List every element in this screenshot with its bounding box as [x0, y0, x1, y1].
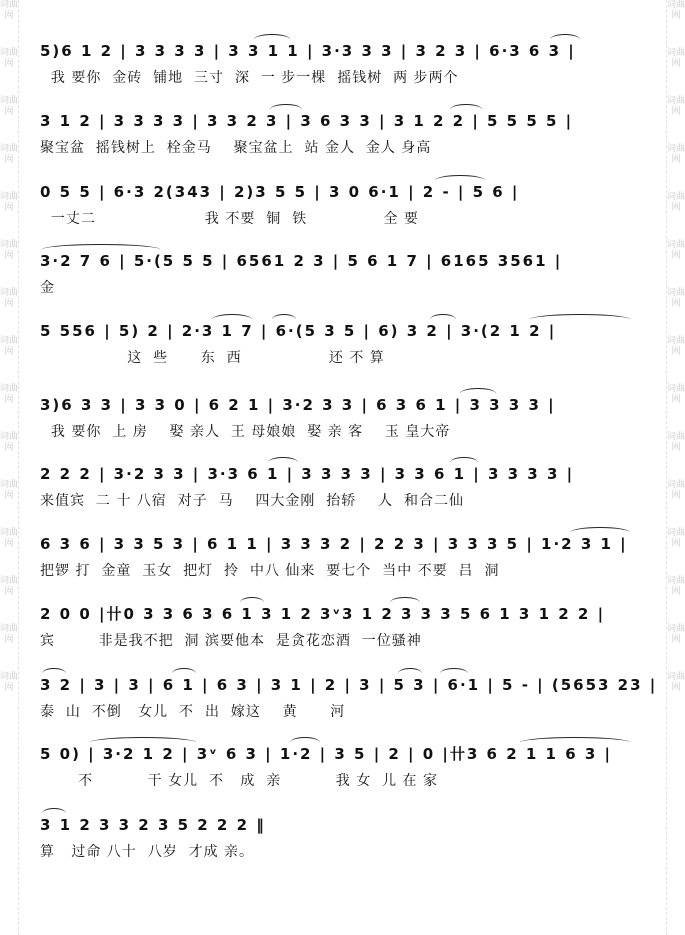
- lyric-line: 宾 非是我不把 洞 滨要他本 是贪花恋酒 一位骚神: [40, 633, 422, 649]
- slur-mark: [435, 175, 485, 186]
- lyric-line: 聚宝盆 摇钱树上 栓金马 聚宝盆上 站 金人 金人 身高: [40, 140, 432, 156]
- slur-mark: [390, 597, 420, 608]
- notation-line: [40, 814, 650, 836]
- slur-mark: [460, 388, 496, 399]
- score-line-2: [40, 110, 650, 158]
- final-barline: ‖: [256, 816, 266, 834]
- slur-mark: [172, 668, 196, 679]
- lyric-line: 不 干 女儿 不 成 亲 我 女 儿 在 家: [40, 773, 439, 789]
- slur-mark: [42, 244, 160, 255]
- watermark-text: 词曲网: [0, 384, 19, 405]
- notation-line: 0 5 5 | 6·3 2(343 | 2)3 5 5 | 3 0 6·1 | 2 - | 5 6 |: [40, 183, 520, 201]
- watermark-text: 词曲网: [667, 432, 685, 453]
- score-line-10: [40, 674, 658, 722]
- slur-mark: [268, 457, 298, 468]
- notation-line: 5)6 1 2 | 3 3 3 3 | 3 3 1 1 | 3·3 3 3 | 3 2 3 | 6·3 6 3 |: [40, 42, 576, 60]
- lyric-line: 泰 山 不倒 女儿 不 出 嫁这 黄 河: [40, 704, 346, 720]
- lyric-line: 一丈二 我 不要 铜 铁 全 要: [40, 211, 419, 227]
- lyric-line: 我 要你 上 房 娶 亲人 王 母娘娘 娶 亲 客 玉 皇大帝: [40, 424, 451, 440]
- watermark-text: 词曲网: [667, 624, 685, 645]
- watermark-text: 词曲网: [667, 576, 685, 597]
- slur-mark: [42, 808, 66, 819]
- slur-mark: [270, 104, 302, 115]
- right-watermark-column: [666, 0, 685, 935]
- notation-line: 6 3 6 | 3 3 5 3 | 6 1 1 | 3 3 3 2 | 2 2 3 | 3 3 3 5 | 1·2 3 1 |: [40, 535, 628, 553]
- lyric-line: 这 些 东 西 还 不 算: [40, 350, 385, 366]
- slur-mark: [254, 34, 290, 45]
- slur-mark: [240, 597, 264, 608]
- watermark-text: 词曲网: [667, 96, 685, 117]
- notation-text: 3 1 2 3 3 2 3 5 2 2 2: [40, 816, 250, 834]
- watermark-text: 词曲网: [0, 480, 19, 501]
- notation-line: 3 2 | 3 | 3 | 6 1 | 6 3 | 3 1 | 2 | 3 | 5 3 | 6·1 | 5 - | (5653 23 |: [40, 676, 658, 694]
- lyric-line: 把锣 打 金童 玉女 把灯 拎 中八 仙来 要七个 当中 不要 吕 洞: [40, 563, 500, 579]
- left-watermark-column: [0, 0, 19, 935]
- watermark-text: 词曲网: [0, 336, 19, 357]
- watermark-text: 词曲网: [0, 144, 19, 165]
- score-line-12: [40, 814, 650, 862]
- watermark-text: 词曲网: [0, 576, 19, 597]
- score-line-8: [40, 533, 650, 581]
- watermark-text: 词曲网: [667, 192, 685, 213]
- watermark-text: 词曲网: [667, 384, 685, 405]
- slur-mark: [450, 457, 478, 468]
- slur-mark: [290, 737, 320, 748]
- score-line-1: [40, 40, 650, 88]
- slur-mark: [550, 34, 580, 45]
- notation-line: 3)6 3 3 | 3 3 0 | 6 2 1 | 3·2 3 3 | 6 3 6 1 | 3 3 3 3 |: [40, 396, 556, 414]
- watermark-text: 词曲网: [667, 528, 685, 549]
- watermark-text: 词曲网: [667, 336, 685, 357]
- watermark-text: 词曲网: [667, 144, 685, 165]
- score-line-7: [40, 463, 650, 511]
- slur-mark: [450, 104, 482, 115]
- watermark-text: 词曲网: [667, 672, 685, 693]
- notation-line: 5 556 | 5) 2 | 2·3 1 7 | 6·(5 3 5 | 6) 3 2 | 3·(2 1 2 |: [40, 322, 557, 340]
- score-line-5: [40, 320, 650, 368]
- score-line-4: [40, 250, 650, 298]
- notation-line: 3·2 7 6 | 5·(5 5 5 | 6561 2 3 | 5 6 1 7 | 6165 3561 |: [40, 252, 563, 270]
- slur-mark: [430, 314, 456, 325]
- watermark-text: 词曲网: [0, 432, 19, 453]
- watermark-text: 词曲网: [0, 192, 19, 213]
- watermark-text: 词曲网: [0, 624, 19, 645]
- slur-mark: [398, 668, 422, 679]
- watermark-text: 词曲网: [667, 0, 685, 21]
- slur-mark: [530, 314, 630, 325]
- slur-mark: [90, 737, 196, 748]
- slur-mark: [42, 668, 66, 679]
- watermark-text: 词曲网: [667, 240, 685, 261]
- watermark-text: 词曲网: [667, 480, 685, 501]
- watermark-text: 词曲网: [667, 48, 685, 69]
- slur-mark: [272, 314, 296, 325]
- score-line-11: [40, 743, 650, 791]
- watermark-text: 词曲网: [0, 672, 19, 693]
- lyric-line: 来值宾 二 十 八宿 对子 马 四大金刚 抬轿 人 和合二仙: [40, 493, 465, 509]
- lyric-line: 算 过命 八十 八岁 才成 亲。: [40, 844, 255, 860]
- slur-mark: [212, 314, 252, 325]
- watermark-text: 词曲网: [0, 528, 19, 549]
- score-line-3: [40, 181, 650, 229]
- notation-line: 2 2 2 | 3·2 3 3 | 3·3 6 1 | 3 3 3 3 | 3 3 6 1 | 3 3 3 3 |: [40, 465, 575, 483]
- watermark-text: 词曲网: [0, 96, 19, 117]
- notation-line: 5 0) | 3·2 1 2 | 3ᵛ 6 3 | 1·2 | 3 5 | 2 | 0 |卄3 6 2 1 1 6 3 |: [40, 745, 612, 763]
- notation-line: 3 1 2 | 3 3 3 3 | 3 3 2 3 | 3 6 3 3 | 3 1 2 2 | 5 5 5 5 |: [40, 112, 574, 130]
- notation-line: 2 0 0 |卄0 3 3 6 3 6 1 3 1 2 3ᵛ3 1 2 3 3 3 5 6 1 3 1 2 2 |: [40, 605, 606, 623]
- lyric-line: 我 要你 金砖 铺地 三寸 深 一 步一棵 摇钱树 两 步两个: [40, 70, 459, 86]
- watermark-text: 词曲网: [667, 288, 685, 309]
- watermark-text: 词曲网: [0, 240, 19, 261]
- score-line-9: [40, 603, 650, 651]
- watermark-text: 词曲网: [0, 0, 19, 21]
- lyric-line: 金: [40, 280, 55, 296]
- score-line-6: [40, 394, 650, 442]
- watermark-text: 词曲网: [0, 48, 19, 69]
- slur-mark: [520, 737, 630, 748]
- watermark-text: 词曲网: [0, 288, 19, 309]
- slur-mark: [440, 668, 468, 679]
- slur-mark: [570, 527, 630, 538]
